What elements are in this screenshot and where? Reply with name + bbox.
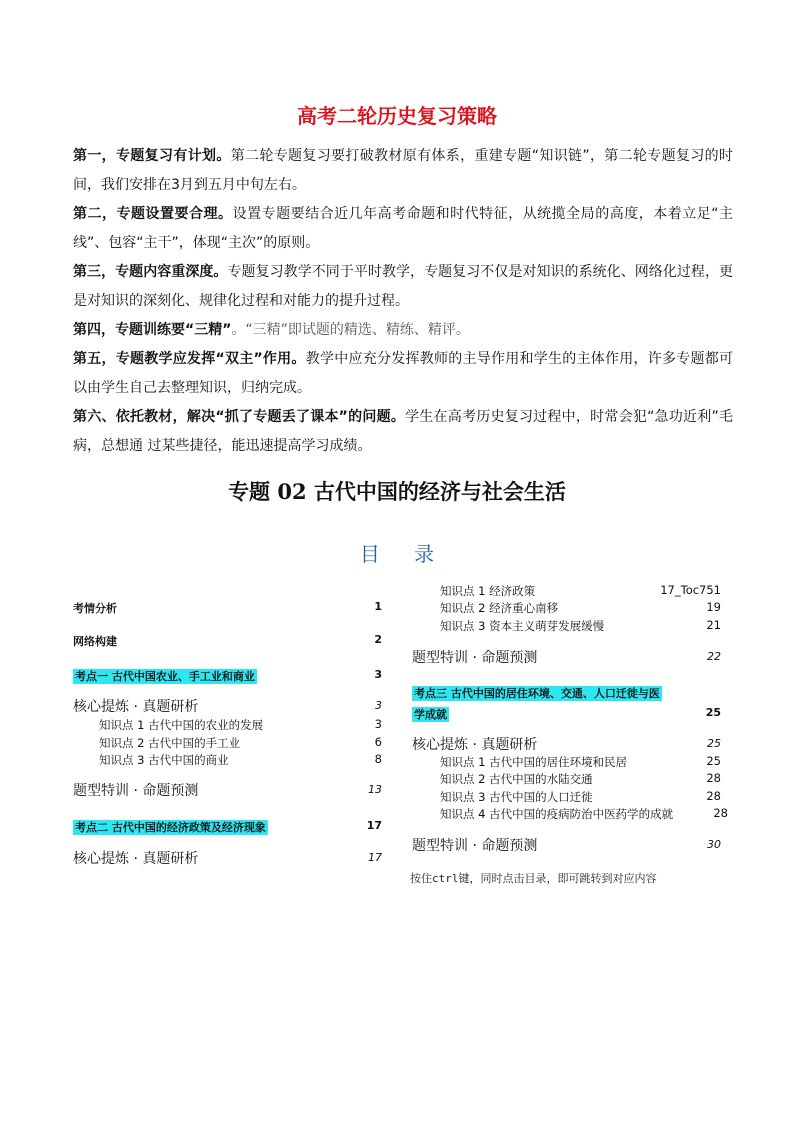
toc-entry-page: 28 bbox=[706, 771, 721, 785]
strategy-2-body: 设置专题要结合近几年高考命题和时代特征，从统揽全局的高度，本着立足“主线”、包容“主干”，体现“主次”的原则。 bbox=[73, 206, 733, 251]
toc-entry[interactable] bbox=[99, 752, 382, 768]
toc-entry-label: 题型特训 · 命题预测 bbox=[412, 838, 538, 854]
toc-entry-label: 知识点 3 古代中国的商业 bbox=[99, 753, 229, 767]
toc-entry-page: 25 bbox=[706, 754, 721, 768]
toc-entry[interactable] bbox=[412, 835, 721, 855]
toc-entry[interactable] bbox=[440, 806, 728, 822]
toc-entry-page: 30 bbox=[707, 838, 721, 851]
toc-entry[interactable] bbox=[440, 618, 721, 634]
toc-entry-label: 核心提炼 · 真题研析 bbox=[73, 851, 199, 867]
toc-entry-label: 考情分析 bbox=[73, 602, 117, 615]
toc-entry-page: 25 bbox=[705, 706, 721, 719]
toc-entry[interactable] bbox=[440, 754, 721, 770]
toc-entry-page: 2 bbox=[374, 633, 382, 646]
toc-entry[interactable] bbox=[440, 771, 721, 787]
toc-entry-label: 题型特训 · 命题预测 bbox=[412, 650, 538, 666]
toc-entry-page: 17_Toc751 bbox=[660, 583, 721, 597]
toc-entry-label: 核心提炼 · 真题研析 bbox=[412, 737, 538, 753]
strategy-6-head: 第六、依托教材，解决“抓了专题丢了课本”的问题。 bbox=[73, 409, 406, 425]
toc-entry-label: 知识点 3 古代中国的人口迁徙 bbox=[440, 790, 593, 804]
strategy-1-body: 第二轮专题复习要打破教材原有体系，重建专题“知识链”，第二轮专题复习的时间，我们安排在3月到五月中旬左右。 bbox=[73, 148, 733, 193]
toc-entry-label: 网络构建 bbox=[73, 635, 117, 648]
toc-entry-page: 3 bbox=[374, 717, 382, 731]
toc-entry-page: 28 bbox=[706, 789, 721, 803]
toc-entry-label: 知识点 2 古代中国的水陆交通 bbox=[440, 772, 593, 786]
page-title: 高考二轮历史复习策略 bbox=[297, 104, 497, 128]
toc-entry-page: 28 bbox=[713, 806, 728, 820]
toc-entry-page: 3 bbox=[374, 668, 382, 681]
toc-entry[interactable] bbox=[440, 583, 721, 599]
toc-entry-label: 知识点 1 古代中国的居住环境和民居 bbox=[440, 755, 628, 769]
strategy-1-head: 第一，专题复习有计划。 bbox=[73, 148, 231, 164]
toc-entry[interactable] bbox=[73, 848, 382, 868]
toc-section-label: 学成就 bbox=[414, 708, 447, 721]
toc-entry-page: 1 bbox=[374, 600, 382, 613]
toc-entry[interactable] bbox=[99, 735, 382, 751]
strategy-1 bbox=[73, 142, 733, 200]
toc-entry-label: 知识点 3 资本主义萌芽发展缓慢 bbox=[440, 619, 605, 633]
toc-entry-label: 核心提炼 · 真题研析 bbox=[73, 699, 199, 715]
toc-entry[interactable] bbox=[99, 717, 382, 733]
strategy-2 bbox=[73, 200, 733, 258]
strategy-5-head: 第五，专题教学应发挥“双主”作用。 bbox=[73, 351, 306, 367]
strategy-6 bbox=[73, 403, 733, 461]
toc-entry-label: 知识点 2 古代中国的手工业 bbox=[99, 736, 241, 750]
toc-section[interactable] bbox=[73, 668, 382, 684]
toc-entry[interactable] bbox=[73, 780, 382, 800]
strategy-6-body: 学生在高考历史复习过程中，时常会犯“急功近利”毛病，总想通 过某些捷径，能迅速提高学习成绩。 bbox=[73, 409, 733, 454]
strategy-4 bbox=[73, 316, 733, 345]
toc-entry-label: 知识点 2 经济重心南移 bbox=[440, 601, 559, 615]
toc-entry[interactable] bbox=[73, 696, 382, 716]
toc-entry-label: 知识点 1 古代中国的农业的发展 bbox=[99, 718, 264, 732]
toc-entry[interactable] bbox=[440, 789, 721, 805]
strategy-4-body: 。“三精”即试题的精选、精练、精评。 bbox=[231, 322, 470, 338]
toc-entry[interactable] bbox=[412, 647, 721, 667]
strategy-2-head: 第二，专题设置要合理。 bbox=[73, 206, 233, 222]
toc-entry-page: 25 bbox=[707, 737, 721, 750]
toc-entry-page: 3 bbox=[375, 699, 382, 712]
toc-entry-page: 19 bbox=[706, 600, 721, 614]
toc-entry-label: 题型特训 · 命题预测 bbox=[73, 783, 199, 799]
topic-title: 专题 02 古代中国的经济与社会生活 bbox=[228, 479, 566, 504]
toc-title: 目 录 bbox=[359, 542, 449, 566]
strategy-5-body: 教学中应充分发挥教师的主导作用和学生的主体作用，许多专题都可以由学生自己去整理知识，归纳完成。 bbox=[73, 351, 733, 396]
toc-section[interactable] bbox=[412, 706, 721, 722]
toc-entry-page: 21 bbox=[706, 618, 721, 632]
toc-entry-label: 知识点 1 经济政策 bbox=[440, 584, 536, 598]
toc-entry-page: 17 bbox=[368, 851, 382, 864]
toc-section-label: 考点三 古代中国的居住环境、交通、人口迁徙与医 bbox=[414, 687, 660, 700]
toc-entry[interactable] bbox=[73, 633, 382, 649]
toc-entry-page: 6 bbox=[374, 735, 382, 749]
toc-section[interactable] bbox=[73, 819, 382, 835]
strategy-3-head: 第三，专题内容重深度。 bbox=[73, 264, 228, 280]
toc-entry[interactable] bbox=[440, 600, 721, 616]
toc-entry-page: 8 bbox=[374, 752, 382, 766]
toc-entry-label: 知识点 4 古代中国的疫病防治中医药学的成就 bbox=[440, 807, 674, 821]
strategy-4-head: 第四，专题训练要“三精” bbox=[73, 322, 232, 338]
toc-entry[interactable] bbox=[73, 600, 382, 616]
toc-section[interactable] bbox=[412, 685, 721, 701]
toc-section-label: 考点一 古代中国农业、手工业和商业 bbox=[75, 670, 255, 683]
strategy-3 bbox=[73, 258, 733, 316]
toc-entry[interactable] bbox=[412, 734, 721, 754]
toc-entry-page: 22 bbox=[707, 650, 721, 663]
toc-entry-page: 17 bbox=[366, 819, 382, 832]
toc-entry-page: 13 bbox=[368, 783, 382, 796]
strategy-5 bbox=[73, 345, 733, 403]
toc-section-label: 考点二 古代中国的经济政策及经济现象 bbox=[75, 821, 266, 834]
strategy-3-body: 专题复习教学不同于平时教学，专题复习不仅是对知识的系统化、网络化过程，更是对知识的深刻化、规律化过程和对能力的提升过程。 bbox=[73, 264, 734, 309]
ctrl-click-note: 按住ctrl键，同时点击目录，即可跳转到对应内容 bbox=[410, 872, 657, 885]
